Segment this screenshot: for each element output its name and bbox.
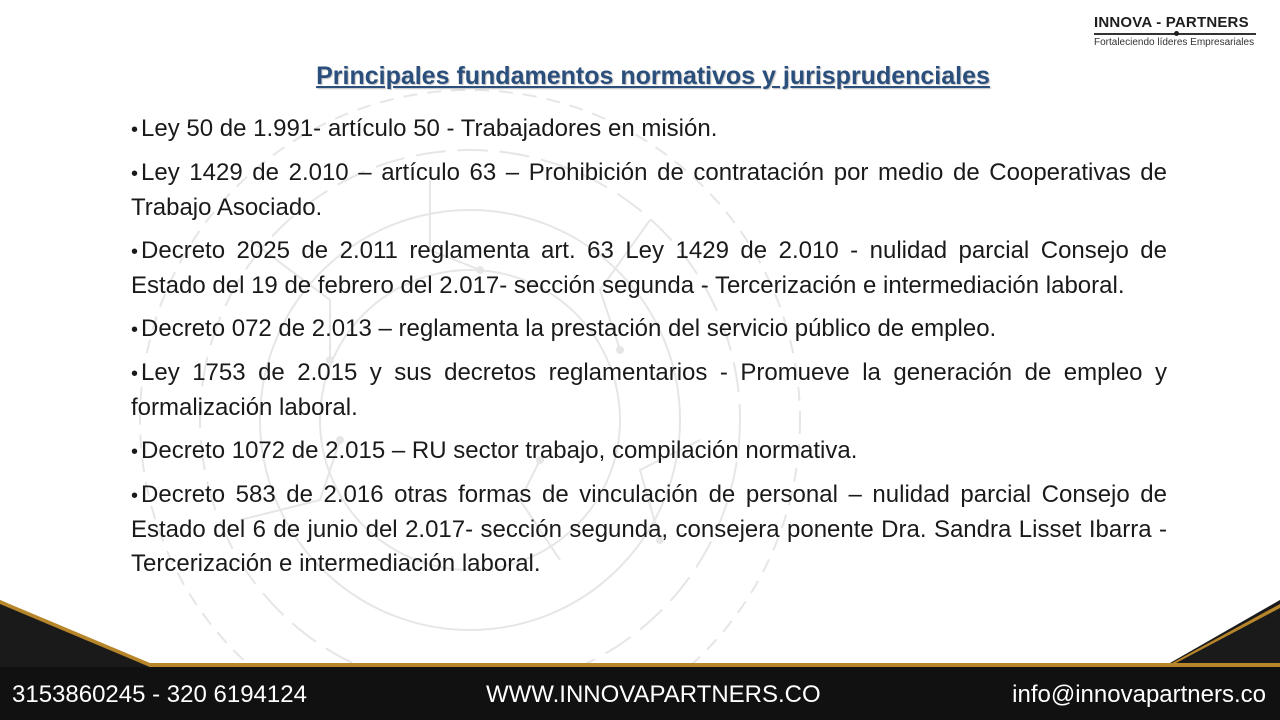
footer-email: info@innovapartners.co	[1012, 681, 1266, 708]
list-item	[131, 156, 1167, 225]
bullet-icon: •	[131, 119, 139, 141]
list-item	[131, 112, 1167, 147]
logo-divider	[1094, 33, 1256, 35]
bullet-icon: •	[131, 485, 139, 507]
bullet-icon: •	[131, 319, 139, 341]
list-item	[131, 234, 1167, 303]
list-item	[131, 356, 1167, 425]
logo-tagline: Fortaleciendo líderes Empresariales	[1094, 36, 1255, 48]
list-item-text: Ley 50 de 1.991- artículo 50 - Trabajadores en misión.	[141, 115, 718, 142]
list-item-text: Decreto 072 de 2.013 – reglamenta la prestación del servicio público de empleo.	[141, 315, 997, 342]
bullet-icon: •	[131, 363, 139, 385]
logo-dot-icon	[1174, 31, 1179, 36]
regulations-list	[131, 112, 1167, 590]
footer-phone: 3153860245 - 320 6194124	[12, 681, 307, 708]
slide-title: Principales fundamentos normativos y jurisprudenciales	[316, 62, 990, 90]
list-item-text: Ley 1753 de 2.015 y sus decretos reglamentarios - Promueve la generación de empleo y formalización laboral.	[131, 359, 1167, 421]
list-item-text: Decreto 1072 de 2.015 – RU sector trabajo, compilación normativa.	[141, 437, 858, 464]
bullet-icon: •	[131, 241, 139, 263]
list-item-text: Decreto 2025 de 2.011 reglamenta art. 63 Ley 1429 de 2.010 - nulidad parcial Consejo de Estado del 19 de febrero del 2.017- sección segunda - Tercerización e intermediación laboral.	[131, 237, 1167, 299]
bullet-icon: •	[131, 441, 139, 463]
list-item	[131, 312, 1167, 347]
list-item-text: Ley 1429 de 2.010 – artículo 63 – Prohibición de contratación por medio de Cooperativas de Trabajo Asociado.	[131, 159, 1167, 221]
logo-name: INNOVA - PARTNERS	[1094, 14, 1249, 31]
footer-website: WWW.INNOVAPARTNERS.CO	[486, 681, 821, 708]
list-item	[131, 434, 1167, 469]
list-item	[131, 478, 1167, 581]
bullet-icon: •	[131, 163, 139, 185]
list-item-text: Decreto 583 de 2.016 otras formas de vinculación de personal – nulidad parcial Consejo de Estado del 6 de junio del 2.017- sección segunda, consejera ponente Dra. Sandra Lisset Ibarra - Tercerización e intermediación laboral.	[131, 481, 1167, 577]
company-logo	[1094, 14, 1264, 54]
